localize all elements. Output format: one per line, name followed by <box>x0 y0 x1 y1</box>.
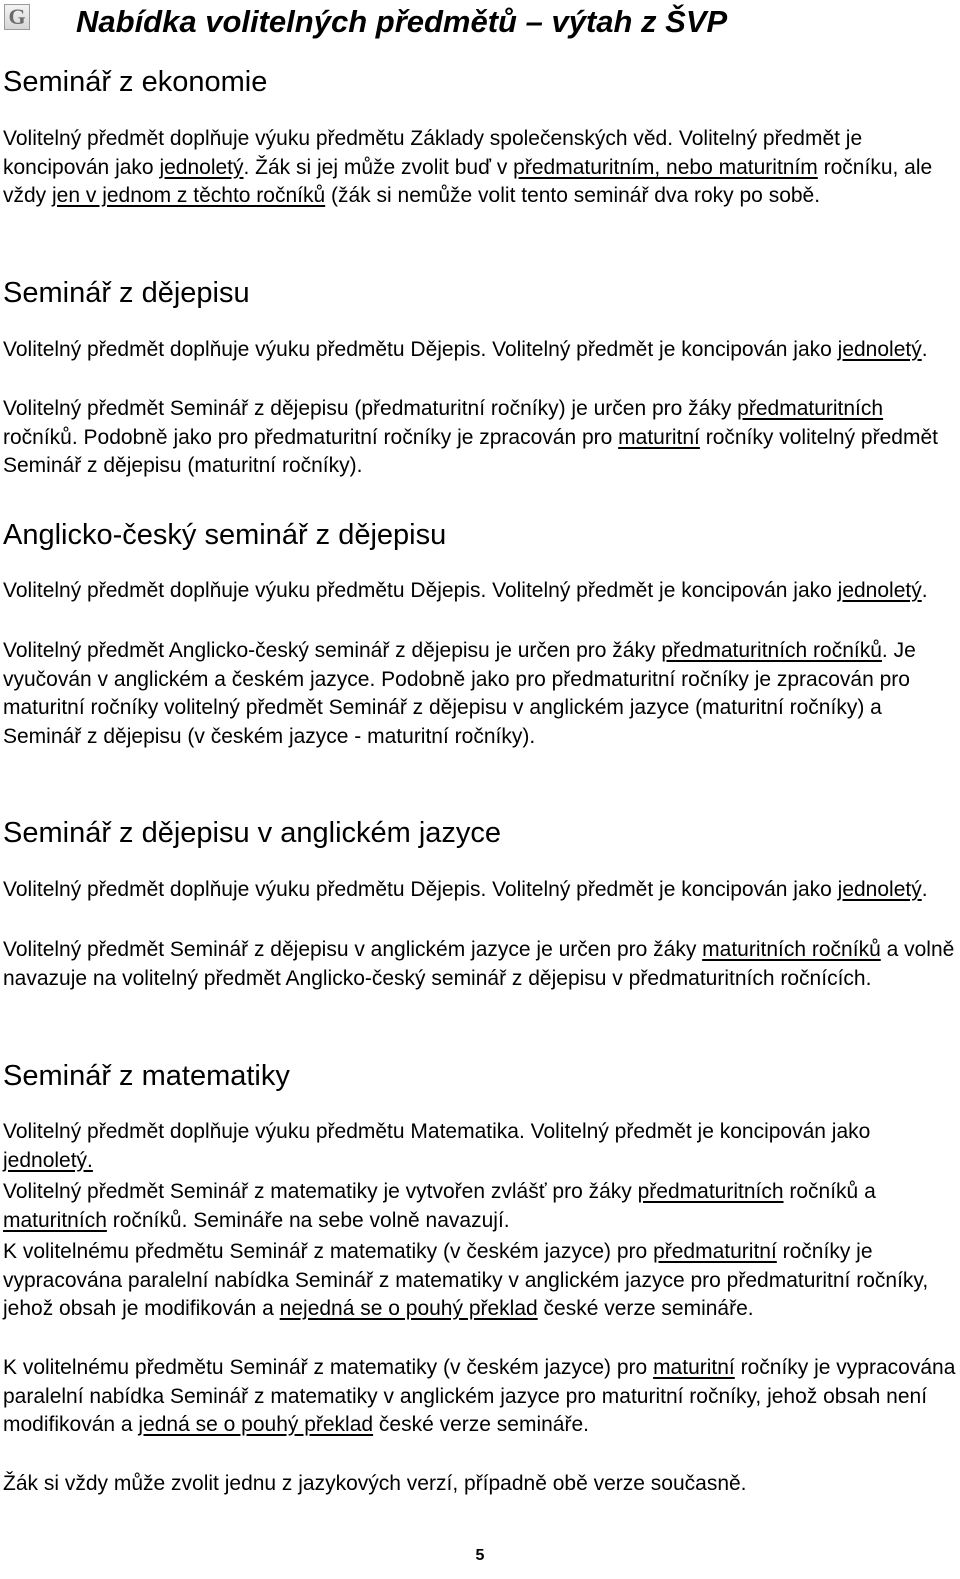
text-run: . <box>921 338 928 361</box>
underlined-text: předmaturitních <box>637 1180 784 1203</box>
paragraph <box>3 1354 958 1440</box>
underlined-text: jedná se o pouhý překlad <box>138 1413 374 1436</box>
text-run: Volitelný předmět doplňuje výuku předmětu Základy společenských věd. Volitelný předmět je koncipován jako <box>3 127 863 179</box>
underlined-text: jednoletý. <box>3 1148 93 1172</box>
underlined-text: jen v jednom z těchto ročníků <box>52 184 326 207</box>
heading-seminar-matematika: Seminář z matematiky <box>3 1060 290 1092</box>
text-run: ročníků a <box>783 1180 876 1203</box>
text-run: Volitelný předmět doplňuje výuku předmětu Matematika. Volitelný předmět je koncipován jako <box>3 1120 871 1143</box>
underlined-text: předmaturitních ročníků <box>661 639 882 662</box>
text-run: Volitelný předmět Anglicko-český seminář z dějepisu je určen pro žáky <box>3 639 662 662</box>
text-run: . <box>921 878 928 901</box>
text-run: ročníku, ale vždy <box>3 155 933 207</box>
underlined-text: jednoletý <box>837 878 922 901</box>
text-run: ročníků. Semináře na sebe volně navazují. <box>106 1208 510 1232</box>
underlined-text: maturitních <box>3 1208 107 1232</box>
underlined-text: jednoletý <box>159 155 244 179</box>
paragraph <box>3 876 958 905</box>
paragraph <box>3 1178 958 1235</box>
text-run: Volitelný předmět doplňuje výuku předmětu Dějepis. Volitelný předmět je koncipován jako <box>3 579 838 602</box>
text-run: ročníků. Podobně jako pro předmaturitní ročníky je zpracován pro <box>3 425 619 449</box>
page-number: 5 <box>475 1547 485 1564</box>
underlined-text: nejedná se o pouhý překlad <box>279 1297 538 1320</box>
text-run: Volitelný předmět doplňuje výuku předmětu Dějepis. Volitelný předmět je koncipován jako <box>3 878 838 901</box>
paragraph <box>3 395 958 481</box>
heading-seminar-dejepis: Seminář z dějepisu <box>3 277 250 309</box>
underlined-text: maturitních ročníků <box>702 938 881 961</box>
heading-seminar-dejepis-anglicky: Seminář z dějepisu v anglickém jazyce <box>3 817 502 849</box>
paragraph <box>3 936 958 993</box>
paragraph <box>3 637 958 751</box>
underlined-text: jednoletý <box>837 579 922 602</box>
text-run: české verze semináře. <box>373 1413 589 1436</box>
paragraph <box>3 336 958 365</box>
text-run: Volitelný předmět doplňuje výuku předmětu Dějepis. Volitelný předmět je koncipován jako <box>3 338 838 361</box>
heading-seminar-ekonomie: Seminář z ekonomie <box>3 66 268 98</box>
text-run: ročníky volitelný předmět Seminář z dějepisu (maturitní ročníky). <box>3 425 938 477</box>
text-run: ročníky je vypracována paralelní nabídka Seminář z matematiky v anglickém jazyce pro předmaturitní ročníky, jehož obsah je modifikován a <box>3 1240 929 1320</box>
text-run: . Je vyučován v anglickém a českém jazyce. Podobně jako pro předmaturitní ročníky je zpracován pro maturitní ročníky volitelný předmět Seminář z dějepisu v anglickém jazyce (maturitní ročníky) a Seminář z dějepisu (v českém jazyce - maturitní ročníky). <box>3 639 916 748</box>
underlined-text: jednoletý <box>837 338 922 361</box>
underlined-text: maturitní <box>653 1356 735 1379</box>
text-run: . <box>921 579 928 602</box>
text-run: a volně navazuje na volitelný předmět Anglicko-český seminář z dějepisu v předmaturitních ročnících. <box>3 938 955 990</box>
text-run: Volitelný předmět Seminář z matematiky je vytvořen zvlášť pro žáky <box>3 1180 638 1203</box>
document-title: Nabídka volitelných předmětů – výtah z ŠVP <box>76 4 728 39</box>
underlined-text: předmaturitních <box>737 397 884 420</box>
underlined-text: předmaturitním, nebo maturitním <box>513 155 818 179</box>
underlined-text: maturitní <box>618 425 700 449</box>
g-logo-icon: G <box>4 4 30 30</box>
underlined-text: předmaturitní <box>653 1240 777 1263</box>
paragraph <box>3 1470 958 1499</box>
text-run: . Žák si jej může zvolit buď v <box>243 155 514 179</box>
text-run: K volitelnému předmětu Seminář z matematiky (v českém jazyce) pro <box>3 1356 654 1379</box>
text-run: ročníky je vypracována paralelní nabídka Seminář z matematiky v anglickém jazyce pro maturitní ročníky, jehož obsah není modifikován a <box>3 1356 956 1436</box>
paragraph <box>3 1238 958 1324</box>
paragraph <box>3 125 958 211</box>
text-run: české verze semináře. <box>537 1297 754 1320</box>
text-run: Volitelný předmět Seminář z dějepisu v anglickém jazyce je určen pro žáky <box>3 938 703 961</box>
text-run: (žák si nemůže volit tento seminář dva roky po sobě. <box>325 184 821 207</box>
paragraph <box>3 577 958 606</box>
paragraph <box>3 1118 958 1175</box>
text-run: Žák si vždy může zvolit jednu z jazykových verzí, případně obě verze současně. <box>3 1472 747 1495</box>
heading-anglicko-cesky-seminar: Anglicko-český seminář z dějepisu <box>3 519 447 551</box>
text-run: Volitelný předmět Seminář z dějepisu (předmaturitní ročníky) je určen pro žáky <box>3 397 738 420</box>
text-run: K volitelnému předmětu Seminář z matematiky (v českém jazyce) pro <box>3 1240 654 1263</box>
